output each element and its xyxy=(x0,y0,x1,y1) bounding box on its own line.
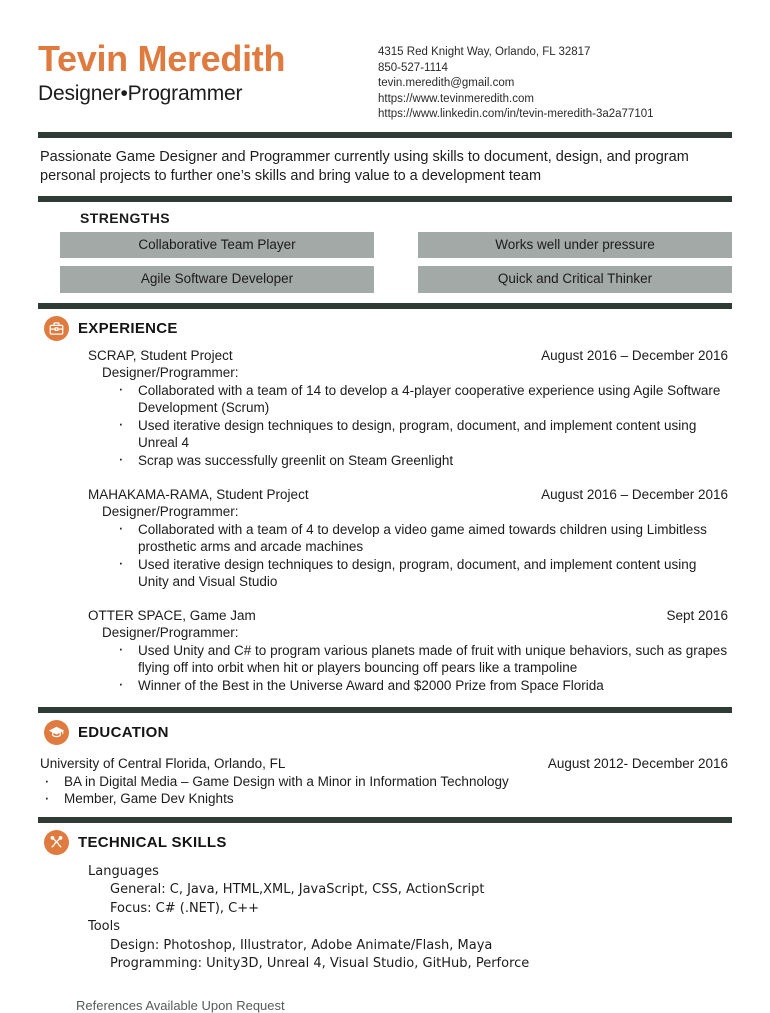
contact-phone: 850-527-1114 xyxy=(378,61,448,74)
experience-entry xyxy=(88,345,728,469)
experience-role: Designer/Programmer: xyxy=(102,364,239,380)
bullet-item: · Member, Game Dev Knights xyxy=(40,790,728,808)
contact-linkedin[interactable]: https://www.linkedin.com/in/tevin-meredith-3a2a77101 xyxy=(378,108,654,120)
experience-date: August 2016 – December 2016 xyxy=(541,486,728,502)
section-header-education xyxy=(38,713,732,749)
bullet-item: · Winner of the Best in the Universe Award and $2000 Prize from Space Florida xyxy=(116,676,728,694)
skills-block xyxy=(38,859,732,974)
bullet-item: · BA in Digital Media – Game Design with a Minor in Information Technology xyxy=(40,773,728,791)
bullet-item: · Used iterative design techniques to design, program, document, and implement content using Unreal 4 xyxy=(116,416,728,451)
experience-org: OTTER SPACE, Game Jam xyxy=(88,607,256,623)
experience-role: Designer/Programmer: xyxy=(102,503,239,519)
experience-org: MAHAKAMA-RAMA, Student Project xyxy=(88,486,309,502)
strengths-heading: STRENGTHS xyxy=(80,209,170,226)
education-date: August 2012- December 2016 xyxy=(547,755,728,771)
contact-email[interactable]: tevin.meredith@gmail.com xyxy=(378,77,515,89)
experience-entry xyxy=(88,469,728,590)
education-bullets xyxy=(40,772,728,808)
bullet-item: · Used Unity and C# to program various planets made of fruit with unique behaviors, such as grapes flying off into orbit when hit or players bouncing off pears like a trampoline xyxy=(116,641,728,676)
skill-line: General: C, Java, HTML,XML, JavaScript, CSS, ActionScript xyxy=(110,882,485,897)
section-title: EXPERIENCE xyxy=(78,319,178,337)
bullet-item: · Collaborated with a team of 14 to develop a 4-player cooperative experience using Agile Software Development (Scrum) xyxy=(116,381,728,416)
skill-line: Focus: C# (.NET), C++ xyxy=(110,900,260,916)
skill-line: Design: Photoshop, Illustrator, Adobe Animate/Flash, Maya xyxy=(110,937,493,953)
page-title: Tevin Meredith xyxy=(38,38,286,79)
contact-website[interactable]: https://www.tevinmeredith.com xyxy=(378,92,534,105)
experience-bullets xyxy=(88,520,728,590)
bullet-item: · Scrap was successfully greenlit on Steam Greenlight xyxy=(116,451,728,469)
professional-title: Designer•Programmer xyxy=(38,81,243,105)
tools-icon xyxy=(44,830,69,855)
experience-org: SCRAP, Student Project xyxy=(88,347,233,363)
experience-entry xyxy=(88,590,728,694)
bullet-item: · Used iterative design techniques to design, program, document, and implement content using Unity and Visual Studio xyxy=(116,555,728,590)
skill-group-label: Tools xyxy=(88,919,121,934)
experience-bullets xyxy=(88,641,728,694)
briefcase-icon xyxy=(44,316,69,341)
experience-date: Sept 2016 xyxy=(666,607,728,623)
section-title: TECHNICAL SKILLS xyxy=(78,833,227,851)
resume-header xyxy=(38,0,732,123)
experience-role: Designer/Programmer: xyxy=(102,624,239,640)
skill-line: Programming: Unity3D, Unreal 4, Visual Studio, GitHub, Perforce xyxy=(110,956,530,971)
education-school: University of Central Florida, Orlando, FL xyxy=(40,755,286,771)
references-note: References Available Upon Request xyxy=(76,997,285,1013)
experience-bullets xyxy=(88,381,728,469)
section-title: EDUCATION xyxy=(78,723,169,741)
strength-chip: Collaborative Team Player xyxy=(60,232,374,259)
strength-chip: Agile Software Developer xyxy=(60,266,374,293)
graduation-cap-icon xyxy=(44,720,69,745)
strength-chip: Works well under pressure xyxy=(418,232,732,259)
section-header-skills xyxy=(38,823,732,859)
summary-text: Passionate Game Designer and Programmer currently using skills to document, design, and program personal projects to further one’s skills and bring value to a development team xyxy=(40,148,689,184)
bullet-item: · Collaborated with a team of 4 to develop a video game aimed towards children using Limbitless prosthetic arms and arcade machines xyxy=(116,520,728,555)
contact-info xyxy=(378,40,732,123)
strengths-grid xyxy=(38,232,732,303)
contact-address: 4315 Red Knight Way, Orlando, FL 32817 xyxy=(378,46,591,58)
experience-list xyxy=(38,345,732,694)
section-header-experience xyxy=(38,309,732,345)
experience-date: August 2016 – December 2016 xyxy=(541,347,728,363)
strength-chip: Quick and Critical Thinker xyxy=(418,266,732,293)
education-block xyxy=(38,749,732,808)
skill-group-label: Languages xyxy=(88,863,159,879)
identity-block xyxy=(38,40,378,105)
